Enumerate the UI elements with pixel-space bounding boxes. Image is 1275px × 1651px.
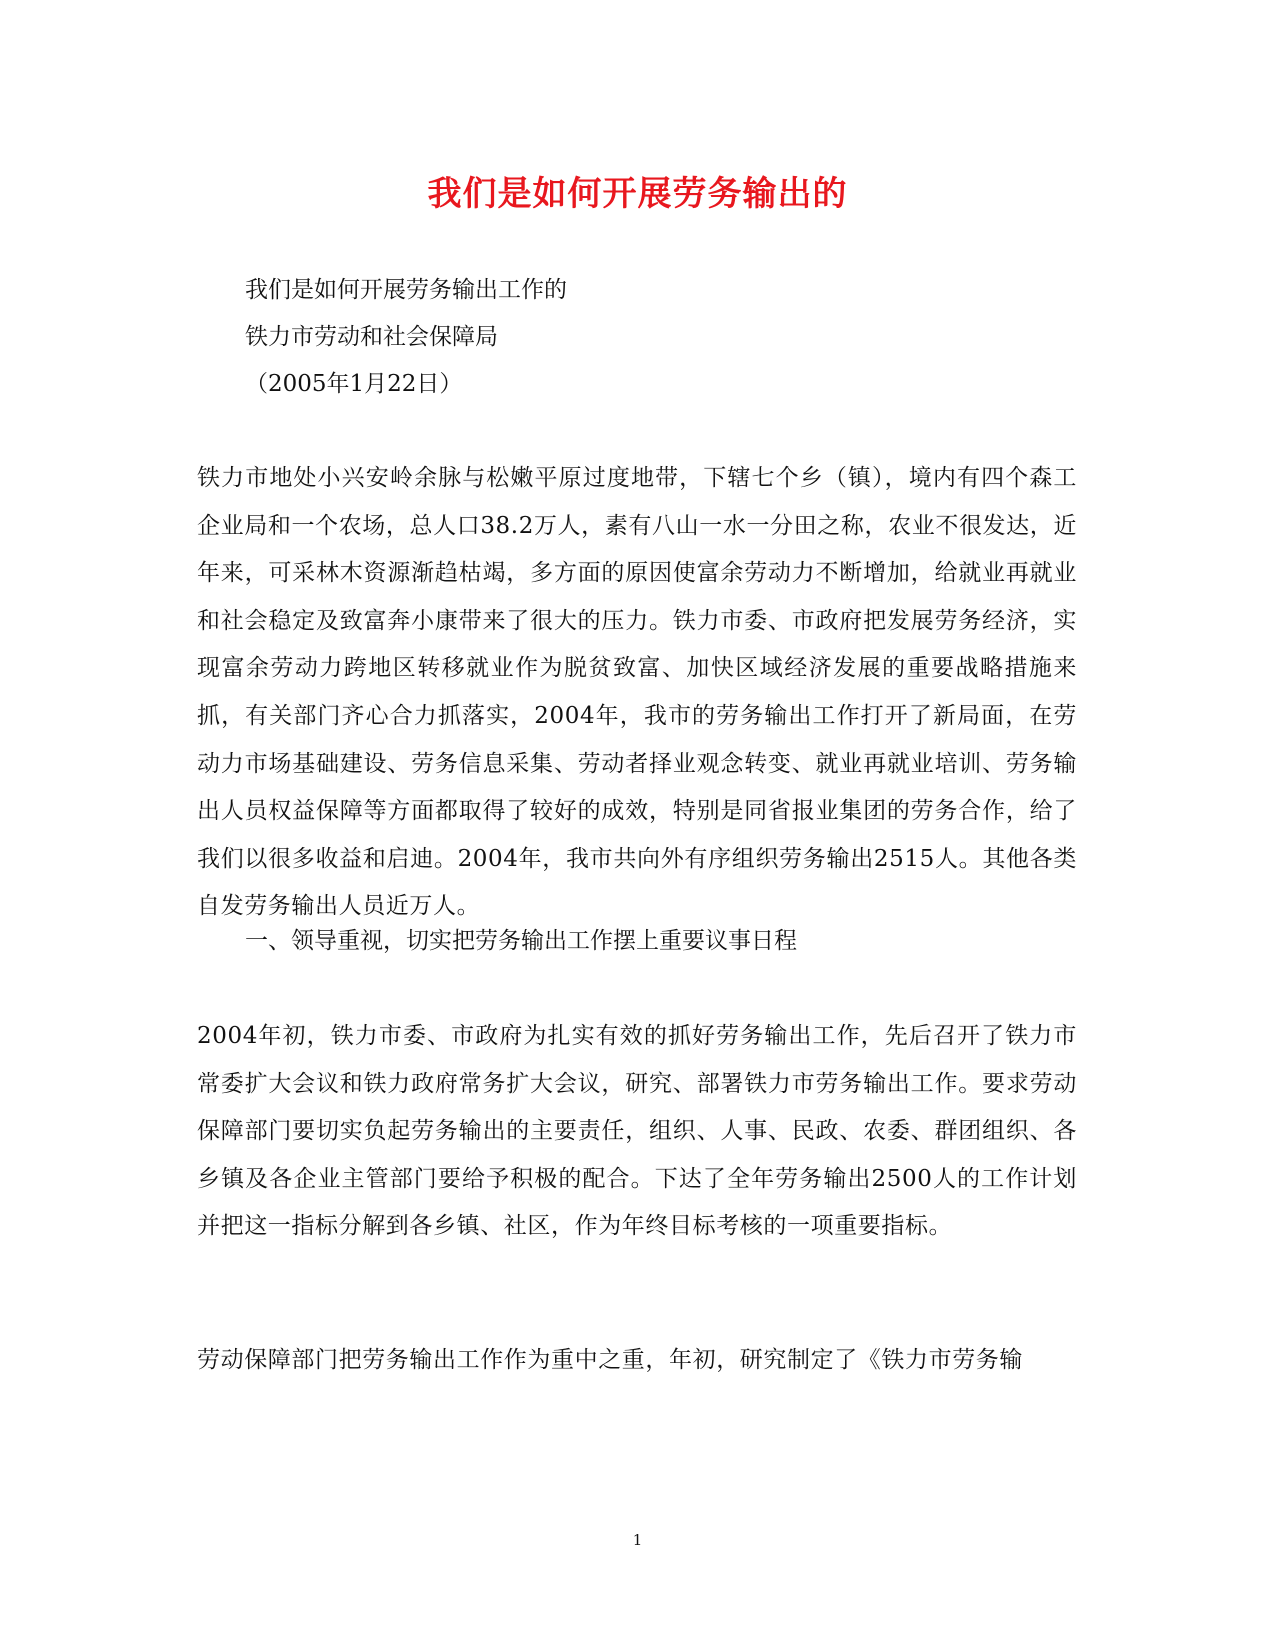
page-number: 1: [632, 1531, 643, 1549]
section-heading: 一、领导重视，切实把劳务输出工作摆上重要议事日程: [245, 928, 797, 954]
document-subtitle: 我们是如何开展劳务输出工作的: [245, 277, 567, 303]
document-date: （2005年1月22日）: [245, 371, 463, 397]
body-paragraph-2: 2004年初，铁力市委、市政府为扎实有效的抓好劳务输出工作，先后召开了铁力市常委扩大会议和铁力政府常务扩大会议，研究、部署铁力市劳务输出工作。要求劳动保障部门要切实负起劳务输出的主要责任，组织、人事、民政、农委、群团组织、各乡镇及各企业主管部门要给予积极的配合。下达了全年劳务输出2500人的工作计划并把这一指标分解到各乡镇、社区，作为年终目标考核的一项重要指标。: [197, 1023, 1077, 1240]
body-paragraph-3: 劳动保障部门把劳务输出工作作为重中之重，年初，研究制定了《铁力市劳务输: [197, 1347, 1023, 1373]
document-author: 铁力市劳动和社会保障局: [245, 324, 498, 350]
body-paragraph-1: 铁力市地处小兴安岭余脉与松嫩平原过度地带，下辖七个乡（镇），境内有四个森工企业局和一个农场，总人口38.2万人，素有八山一水一分田之称，农业不很发达，近年来，可采林木资源渐趋枯竭，多方面的原因使富余劳动力不断增加，给就业再就业和社会稳定及致富奔小康带来了很大的压力。铁力市委、市政府把发展劳务经济，实现富余劳动力跨地区转移就业作为脱贫致富、加快区域经济发展的重要战略措施来抓，有关部门齐心合力抓落实，2004年，我市的劳务输出工作打开了新局面，在劳动力市场基础建设、劳务信息采集、劳动者择业观念转变、就业再就业培训、劳务输出人员权益保障等方面都取得了较好的成效，特别是同省报业集团的劳务合作，给了我们以很多收益和启迪。2004年，我市共向外有序组织劳务输出2515人。其他各类自发劳务输出人员近万人。: [197, 465, 1077, 920]
document-title: 我们是如何开展劳务输出的: [427, 174, 848, 214]
